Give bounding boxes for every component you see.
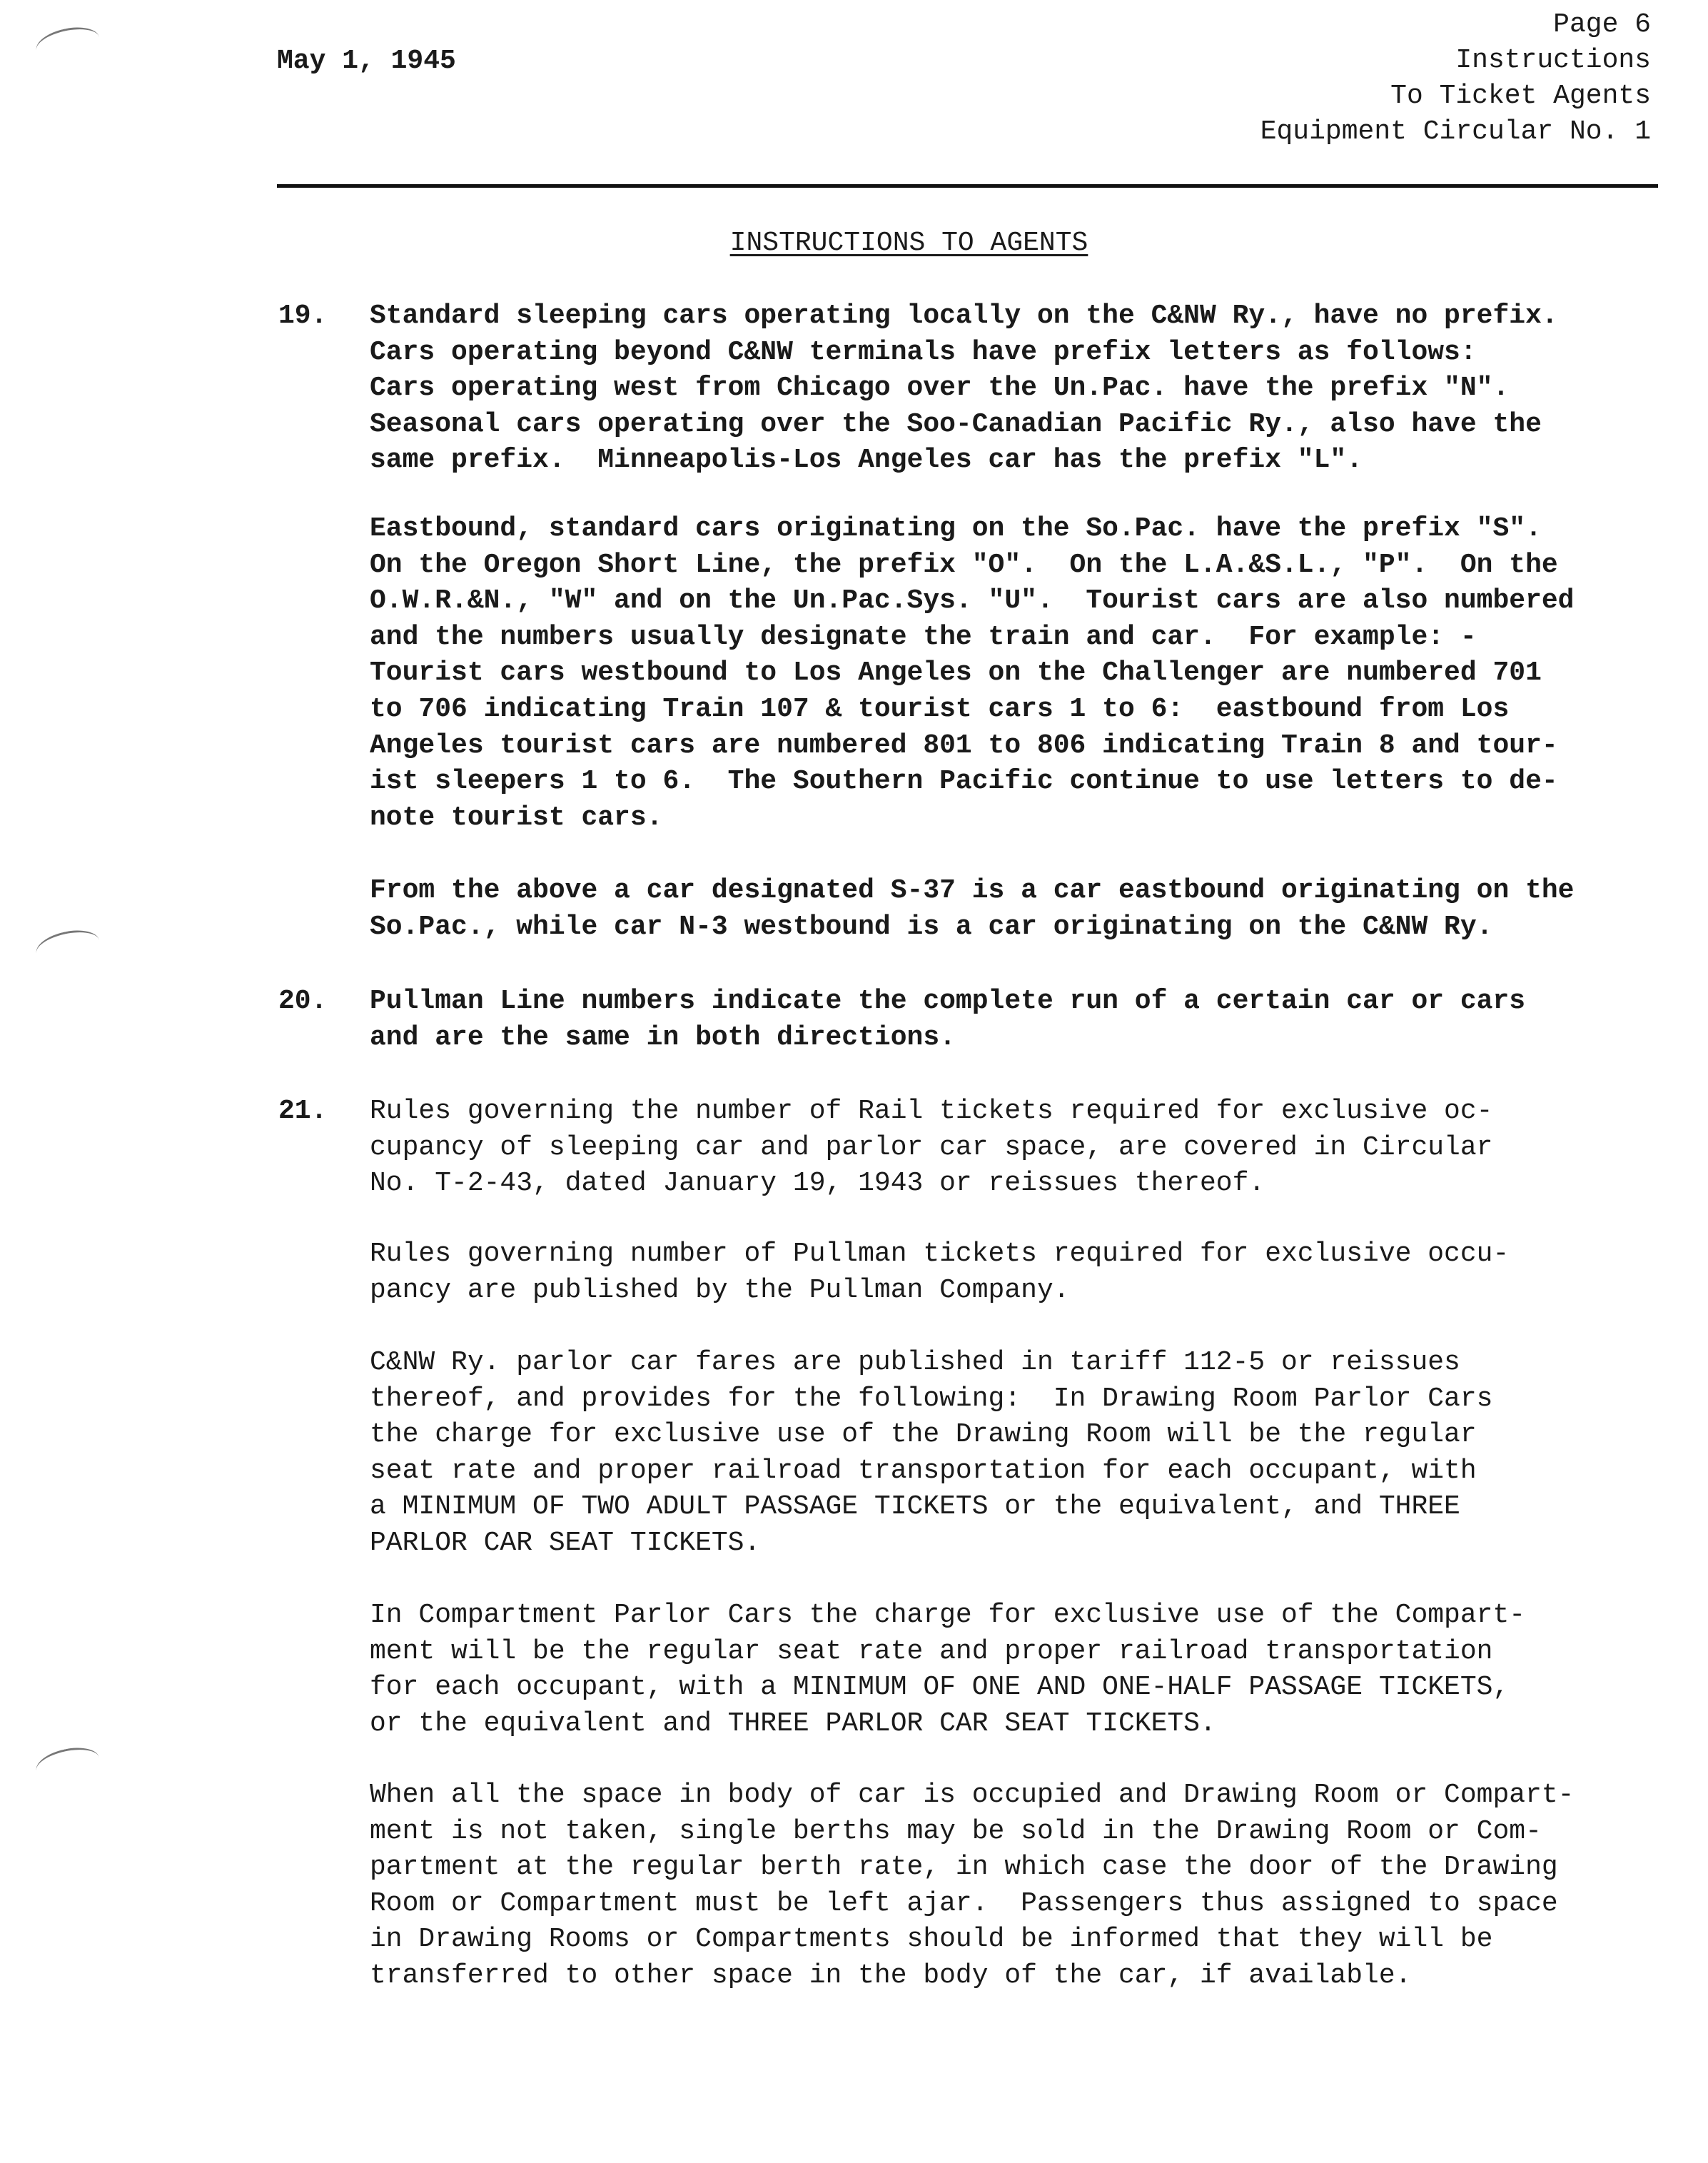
text-line: pancy are published by the Pullman Company. <box>370 1274 1070 1306</box>
header-line: To Ticket Agents <box>1390 81 1651 111</box>
paragraph <box>370 511 1697 836</box>
text-line: for each occupant, with a MINIMUM OF ONE AND ONE-HALF PASSAGE TICKETS, <box>370 1672 1510 1703</box>
text-line: Tourist cars westbound to Los Angeles on the Challenger are numbered 701 <box>370 657 1542 689</box>
section-title-text: INSTRUCTIONS TO AGENTS <box>729 228 1088 258</box>
circular-reference: Equipment Circular No. 1 <box>1260 116 1651 147</box>
paragraph <box>370 1094 1697 1202</box>
text-line: and are the same in both directions. <box>370 1022 956 1053</box>
item-number: 20. <box>278 986 328 1017</box>
text-line: ist sleepers 1 to 6. The Southern Pacific continue to use letters to de- <box>370 766 1558 797</box>
text-line: When all the space in body of car is occupied and Drawing Room or Compart- <box>370 1780 1575 1810</box>
header-reference-block <box>1260 7 1651 150</box>
paragraph <box>370 298 1697 479</box>
text-line: partment at the regular berth rate, in which case the door of the Drawing <box>370 1852 1558 1883</box>
text-line: Cars operating west from Chicago over the Un.Pac. have the prefix "N". <box>370 373 1510 404</box>
text-line: in Drawing Rooms or Compartments should be informed that they will be <box>370 1924 1493 1955</box>
text-line: On the Oregon Short Line, the prefix "O". On the L.A.&S.L., "P". On the <box>370 549 1558 580</box>
text-line: same prefix. Minneapolis-Los Angeles car has the prefix "L". <box>370 445 1363 476</box>
text-line: Standard sleeping cars operating locally on the C&NW Ry., have no prefix. <box>370 301 1558 331</box>
punch-hole-mark <box>34 1743 103 1786</box>
paragraph <box>370 1778 1697 1995</box>
item-number: 19. <box>278 301 328 331</box>
text-line: C&NW Ry. parlor car fares are published in tariff 112-5 or reissues <box>370 1347 1460 1378</box>
page-number: Page 6 <box>1553 9 1651 40</box>
text-line: Pullman Line numbers indicate the complete run of a certain car or cars <box>370 986 1526 1017</box>
text-line: From the above a car designated S-37 is a car eastbound originating on the <box>370 875 1575 906</box>
document-date: May 1, 1945 <box>277 46 456 76</box>
text-line: O.W.R.&N., "W" and on the Un.Pac.Sys. "U". Tourist cars are also numbered <box>370 585 1575 617</box>
section-title <box>0 226 1708 261</box>
paragraph <box>370 1598 1697 1742</box>
text-line: transferred to other space in the body of the car, if available. <box>370 1960 1412 1991</box>
text-line: thereof, and provides for the following: In Drawing Room Parlor Cars <box>370 1383 1493 1414</box>
text-line: PARLOR CAR SEAT TICKETS. <box>370 1527 761 1558</box>
text-line: cupancy of sleeping car and parlor car space, are covered in Circular <box>370 1131 1493 1163</box>
text-line: In Compartment Parlor Cars the charge for exclusive use of the Compart- <box>370 1600 1526 1630</box>
punch-hole-mark <box>34 925 103 969</box>
item-number: 21. <box>278 1096 328 1126</box>
punch-hole-mark <box>34 22 103 66</box>
text-line: Angeles tourist cars are numbered 801 to 806 indicating Train 8 and tour- <box>370 730 1558 761</box>
text-line: Rules governing number of Pullman tickets required for exclusive occu- <box>370 1239 1510 1269</box>
text-line: note tourist cars. <box>370 802 663 833</box>
text-line: Room or Compartment must be left ajar. Passengers thus assigned to space <box>370 1887 1558 1919</box>
text-line: seat rate and proper railroad transportation for each occupant, with <box>370 1455 1477 1486</box>
paragraph <box>370 1345 1697 1562</box>
text-line: to 706 indicating Train 107 & tourist cars 1 to 6: eastbound from Los <box>370 693 1510 725</box>
text-line: No. T-2-43, dated January 19, 1943 or reissues thereof. <box>370 1168 1265 1199</box>
text-line: ment will be the regular seat rate and proper railroad transportation <box>370 1635 1493 1667</box>
text-line: and the numbers usually designate the train and car. For example: - <box>370 621 1477 652</box>
text-line: Seasonal cars operating over the Soo-Canadian Pacific Ry., also have the <box>370 408 1542 440</box>
paragraph <box>370 984 1697 1056</box>
text-line: ment is not taken, single berths may be sold in the Drawing Room or Com- <box>370 1815 1542 1847</box>
header-line: Instructions <box>1455 45 1651 76</box>
text-line: or the equivalent and THREE PARLOR CAR SEAT TICKETS. <box>370 1708 1216 1739</box>
text-line: a MINIMUM OF TWO ADULT PASSAGE TICKETS or the equivalent, and THREE <box>370 1491 1460 1523</box>
text-line: Eastbound, standard cars originating on the So.Pac. have the prefix "S". <box>370 513 1542 544</box>
text-line: Cars operating beyond C&NW terminals have prefix letters as follows: <box>370 336 1477 368</box>
text-line: Rules governing the number of Rail tickets required for exclusive oc- <box>370 1096 1493 1126</box>
paragraph <box>370 873 1697 945</box>
text-line: the charge for exclusive use of the Drawing Room will be the regular <box>370 1419 1477 1451</box>
paragraph <box>370 1236 1697 1309</box>
text-line: So.Pac., while car N-3 westbound is a car originating on the C&NW Ry. <box>370 911 1493 942</box>
header-divider <box>277 184 1658 188</box>
